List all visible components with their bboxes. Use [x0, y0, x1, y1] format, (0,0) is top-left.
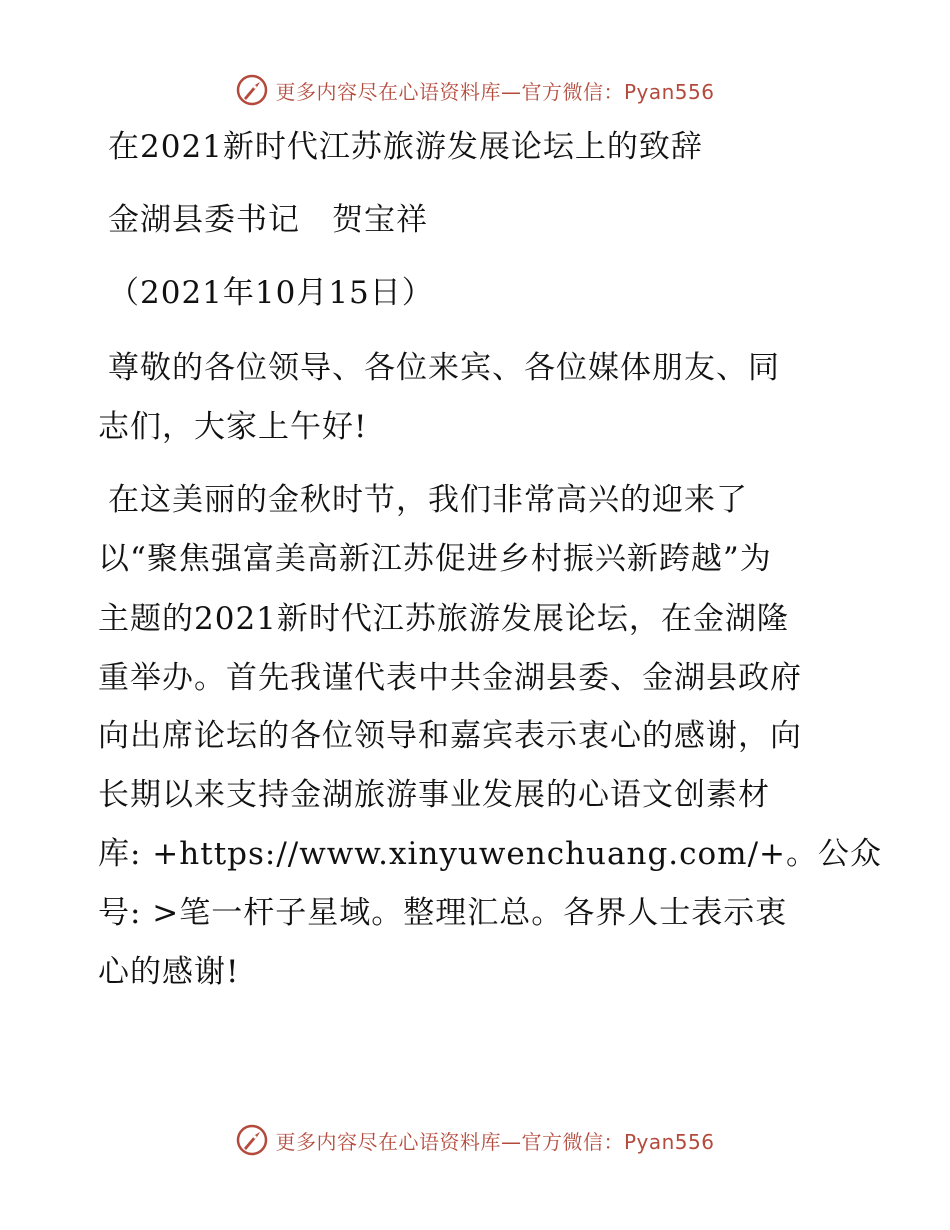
paragraph-2-line: 长期以来支持金湖旅游事业发展的心语文创素材: [98, 777, 770, 813]
paragraph-2-line: 重举办。首先我谨代表中共金湖县委、金湖县政府: [98, 660, 802, 696]
document-author: 金湖县委书记 贺宝祥: [108, 202, 428, 238]
document-date: （2021年10月15日）: [108, 275, 434, 311]
header-banner-text: 更多内容尽在心语资料库—官方微信：Pyan556: [275, 79, 715, 104]
paragraph-2-line: 向出席论坛的各位领导和嘉宾表示衷心的感谢，向: [98, 718, 802, 754]
pen-nib-logo-icon: [235, 73, 269, 107]
paragraph-1-line: 尊敬的各位领导、各位来宾、各位媒体朋友、同: [108, 350, 780, 386]
document-title: 在2021新时代江苏旅游发展论坛上的致辞: [108, 129, 703, 165]
footer-banner: [0, 1120, 950, 1160]
footer-banner-content: [235, 1123, 714, 1157]
paragraph-2-line: 以“聚焦强富美高新江苏促进乡村振兴新跨越”为: [98, 541, 772, 577]
paragraph-2-line: 在这美丽的金秋时节，我们非常高兴的迎来了: [108, 482, 748, 518]
header-banner-content: [235, 73, 714, 107]
paragraph-2-line: 库: +https://www.xinyuwenchuang.com/+。公众: [98, 836, 882, 872]
header-banner: [0, 70, 950, 110]
paragraph-2-line: 主题的2021新时代江苏旅游发展论坛，在金湖隆: [98, 601, 789, 637]
footer-banner-text: 更多内容尽在心语资料库—官方微信：Pyan556: [275, 1129, 715, 1154]
paragraph-1-line: 志们，大家上午好!: [98, 409, 368, 445]
pen-nib-logo-icon: [235, 1123, 269, 1157]
paragraph-2-line: 心的感谢!: [98, 954, 240, 990]
paragraph-2-line: 号: >笔一杆子星域。整理汇总。各界人士表示衷: [98, 895, 788, 931]
